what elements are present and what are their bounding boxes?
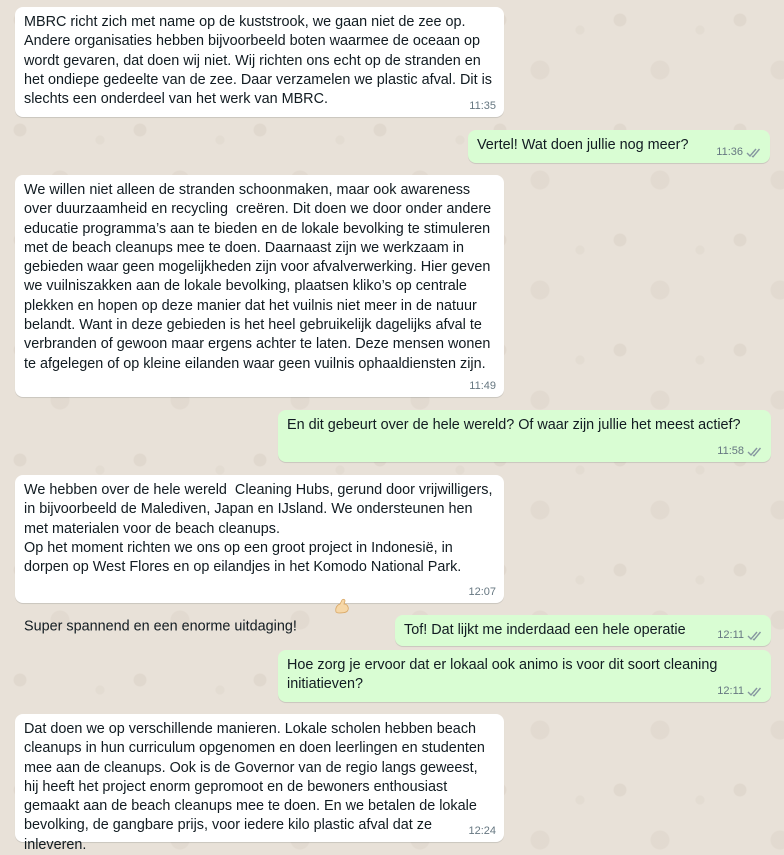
message-text: We willen niet alleen de stranden schoonmaken, maar ook awareness over duurzaamheid en recycling creëren. Dit doen we door onder andere educatie programma’s aan te bieden en de lokale bevolking te stimuleren met de beach cleanups mee te doen. Daarnaast zijn we werkzaam in gebieden waar geen mogelijkheden zijn voor afvalverwerking. Hier geven we vuilniszakken aan de lokale bevolking, plaatsen kliko’s op centrale plekken en hopen op deze manier dat het vuilnis niet meer in de natuur belandt. Want in deze gebieden is het heel gebruikelijk dagelijks afval te verbranden of gewoon maar ergens achter te laten. Deze mensen wonen te afgelegen of op kleine eilanden waar geen vuilnis ophaaldiensten zijn. [24, 182, 496, 372]
message-text: En dit gebeurt over de hele wereld? Of waar zijn jullie het meest actief? [287, 417, 741, 433]
message-meta [468, 824, 496, 838]
message-incoming[interactable] [15, 475, 504, 636]
message-time: 11:36 [716, 146, 743, 158]
message-meta [469, 379, 496, 393]
double-check-icon [747, 630, 763, 641]
message-time: 12:11 [717, 685, 744, 697]
message-outgoing[interactable] [278, 650, 771, 702]
message-time: 11:58 [717, 445, 744, 457]
message-incoming[interactable] [15, 175, 504, 397]
message-incoming[interactable] [15, 7, 504, 117]
message-text: We hebben over de hele wereld Cleaning Hubs, gerund door vrijwilligers, in bijvoorbeeld de Malediven, Japan en IJsland. We ondersteunen hen met materialen voor de beach cleanups. Op het moment richten we ons op een groot project in Indonesië, in dorpen op West Flores en op eilandjes in het Komodo National Park. Super spannend en een enorme uitdaging! [24, 481, 495, 640]
message-outgoing[interactable] [468, 130, 770, 163]
message-meta [469, 99, 496, 113]
message-meta [716, 145, 762, 159]
flexed-biceps-icon [301, 577, 351, 640]
double-check-icon [746, 147, 762, 158]
message-meta [717, 628, 763, 642]
message-time: 12:24 [468, 825, 496, 837]
message-time: 11:49 [469, 380, 496, 392]
message-time: 11:35 [469, 100, 496, 112]
double-check-icon [747, 686, 763, 697]
double-check-icon [747, 446, 763, 457]
message-text: Hoe zorg je ervoor dat er lokaal ook animo is voor dit soort cleaning initiatieven? [287, 657, 722, 693]
message-meta [717, 444, 763, 458]
message-text: Dat doen we op verschillende manieren. Lokale scholen hebben beach cleanups in hun curriculum opgenomen en doen leerlingen en studenten mee aan de cleanups. Ook is de Governor van de regio langs geweest, hij heeft het project enorm gepromoot en de bewoners enthousiast gemaakt aan de beach cleanups mee te doen. En we betalen de lokale bevolking, de gangbare prijs, voor iedere kilo plastic afval dat ze inleveren. [24, 721, 489, 853]
message-time: 12:11 [717, 629, 744, 641]
message-text: Vertel! Wat doen jullie nog meer? [477, 137, 689, 153]
message-meta [717, 684, 763, 698]
message-time: 12:07 [468, 586, 496, 598]
message-outgoing[interactable] [278, 410, 771, 462]
message-meta [468, 585, 496, 599]
message-incoming[interactable] [15, 714, 504, 853]
message-text: Tof! Dat lijkt me inderdaad een hele operatie [404, 622, 686, 638]
message-outgoing[interactable] [395, 615, 771, 646]
message-text: MBRC richt zich met name op de kuststrook, we gaan niet de zee op. Andere organisaties hebben bijvoorbeeld boten waarmee de oceaan op wordt gevaren, dat doen wij niet. Wij richten ons echt op de stranden en het ondiepe gedeelte van de zee. Daar verzamelen we plastic afval. Dit is slechts een onderdeel van het werk van MBRC. [24, 14, 496, 108]
